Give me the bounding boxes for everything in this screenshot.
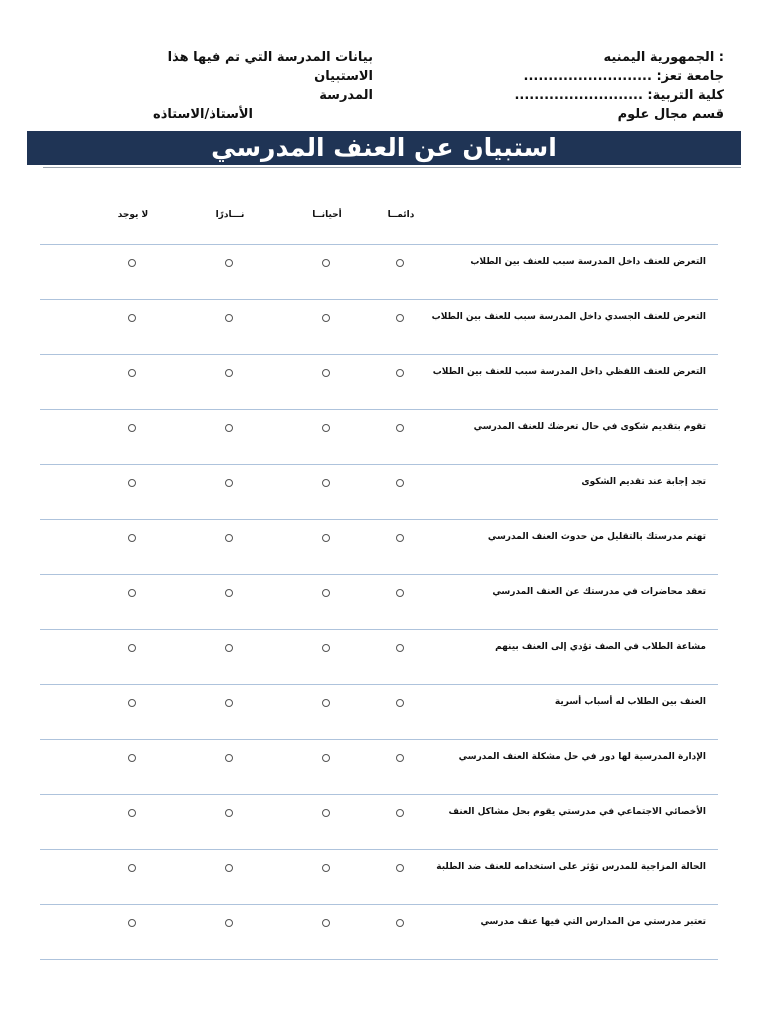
answer-radio[interactable] bbox=[322, 259, 330, 267]
column-header: نـــادرًا bbox=[215, 210, 245, 220]
answer-radio[interactable] bbox=[322, 809, 330, 817]
row-divider bbox=[40, 574, 718, 575]
answer-radio[interactable] bbox=[396, 864, 404, 872]
question-text: التعرض للعنف داخل المدرسة سبب للعنف بين الطلاب bbox=[470, 257, 706, 267]
answer-radio[interactable] bbox=[396, 314, 404, 322]
question-text: تعقد محاضرات في مدرستك عن العنف المدرسي bbox=[492, 587, 706, 597]
row-divider bbox=[40, 244, 718, 245]
answer-radio[interactable] bbox=[128, 534, 136, 542]
faculty-field: كلية التربية: .......................... bbox=[514, 88, 724, 103]
answer-radio[interactable] bbox=[396, 479, 404, 487]
answer-radio[interactable] bbox=[225, 259, 233, 267]
column-header: دائمــا bbox=[387, 210, 415, 220]
answer-radio[interactable] bbox=[396, 369, 404, 377]
question-text: الإدارة المدرسية لها دور في حل مشكلة العنف المدرسي bbox=[458, 752, 706, 762]
row-divider bbox=[40, 299, 718, 300]
answer-radio[interactable] bbox=[128, 809, 136, 817]
answer-radio[interactable] bbox=[128, 259, 136, 267]
question-text: تهتم مدرستك بالتقليل من حدوث العنف المدرسي bbox=[487, 532, 706, 542]
answer-radio[interactable] bbox=[225, 534, 233, 542]
answer-radio[interactable] bbox=[128, 314, 136, 322]
row-divider bbox=[40, 629, 718, 630]
answer-radio[interactable] bbox=[322, 864, 330, 872]
answer-radio[interactable] bbox=[396, 644, 404, 652]
answer-radio[interactable] bbox=[128, 754, 136, 762]
answer-radio[interactable] bbox=[225, 314, 233, 322]
question-text: التعرض للعنف اللفظي داخل المدرسة سبب للعنف بين الطلاب bbox=[432, 367, 706, 377]
column-header: أحيانــا bbox=[312, 210, 342, 220]
answer-radio[interactable] bbox=[396, 534, 404, 542]
answer-radio[interactable] bbox=[225, 919, 233, 927]
question-text: التعرض للعنف الجسدي داخل المدرسة سبب للعنف بين الطلاب bbox=[431, 312, 706, 322]
answer-radio[interactable] bbox=[225, 644, 233, 652]
answer-radio[interactable] bbox=[322, 644, 330, 652]
department-label: قسم مجال علوم bbox=[617, 107, 724, 122]
answer-radio[interactable] bbox=[128, 369, 136, 377]
answer-radio[interactable] bbox=[225, 699, 233, 707]
teacher-field: الأستاذ/الاستاذه bbox=[153, 107, 253, 122]
row-divider bbox=[40, 519, 718, 520]
question-text: مشاعة الطلاب في الصف تؤدي إلى العنف بينهم bbox=[495, 642, 706, 652]
answer-radio[interactable] bbox=[225, 424, 233, 432]
answer-radio[interactable] bbox=[128, 424, 136, 432]
answer-radio[interactable] bbox=[128, 864, 136, 872]
row-divider bbox=[40, 794, 718, 795]
answer-radio[interactable] bbox=[128, 589, 136, 597]
answer-radio[interactable] bbox=[396, 259, 404, 267]
answer-radio[interactable] bbox=[128, 644, 136, 652]
row-divider bbox=[40, 849, 718, 850]
answer-radio[interactable] bbox=[322, 424, 330, 432]
answer-radio[interactable] bbox=[396, 754, 404, 762]
answer-radio[interactable] bbox=[322, 589, 330, 597]
country-label: : الجمهورية اليمنيه bbox=[603, 50, 724, 65]
answer-radio[interactable] bbox=[322, 699, 330, 707]
row-divider bbox=[40, 739, 718, 740]
answer-radio[interactable] bbox=[396, 919, 404, 927]
question-text: تعتبر مدرستي من المدارس التي فيها عنف مدرسي bbox=[480, 917, 706, 927]
answer-radio[interactable] bbox=[396, 589, 404, 597]
row-divider bbox=[40, 959, 718, 960]
question-text: تجد إجابة عند تقديم الشكوى bbox=[581, 477, 706, 487]
answer-radio[interactable] bbox=[396, 809, 404, 817]
survey-title: استبيان عن العنف المدرسي bbox=[27, 131, 741, 165]
column-header: لا يوجد bbox=[117, 210, 149, 220]
question-text: تقوم بتقديم شكوى في حال تعرضك للعنف المدرسي bbox=[473, 422, 706, 432]
title-divider bbox=[43, 167, 741, 168]
row-divider bbox=[40, 464, 718, 465]
answer-radio[interactable] bbox=[225, 589, 233, 597]
answer-radio[interactable] bbox=[322, 919, 330, 927]
answer-radio[interactable] bbox=[322, 314, 330, 322]
answer-radio[interactable] bbox=[396, 699, 404, 707]
school-info-header bbox=[128, 48, 373, 124]
institution-header bbox=[474, 48, 724, 124]
row-divider bbox=[40, 904, 718, 905]
answer-radio[interactable] bbox=[225, 809, 233, 817]
answer-radio[interactable] bbox=[322, 534, 330, 542]
answer-radio[interactable] bbox=[225, 864, 233, 872]
school-info-title: بيانات المدرسة التي تم فيها هذا الاستبيان bbox=[167, 50, 373, 84]
university-field: جامعة تعز: .......................... bbox=[523, 69, 724, 84]
answer-radio[interactable] bbox=[225, 369, 233, 377]
answer-radio[interactable] bbox=[128, 479, 136, 487]
question-text: العنف بين الطلاب له أسباب أسرية bbox=[554, 697, 706, 707]
answer-radio[interactable] bbox=[396, 424, 404, 432]
question-text: الحالة المزاجية للمدرس تؤثر على استخدامه للعنف ضد الطلبة bbox=[436, 862, 706, 872]
answer-radio[interactable] bbox=[322, 369, 330, 377]
answer-radio[interactable] bbox=[322, 754, 330, 762]
question-text: الأخصائي الاجتماعي في مدرستي يقوم بحل مشاكل العنف bbox=[448, 807, 706, 817]
school-field: المدرسة bbox=[319, 88, 373, 103]
answer-radio[interactable] bbox=[128, 699, 136, 707]
row-divider bbox=[40, 409, 718, 410]
answer-radio[interactable] bbox=[128, 919, 136, 927]
row-divider bbox=[40, 354, 718, 355]
answer-radio[interactable] bbox=[225, 479, 233, 487]
answer-radio[interactable] bbox=[225, 754, 233, 762]
answer-radio[interactable] bbox=[322, 479, 330, 487]
row-divider bbox=[40, 684, 718, 685]
